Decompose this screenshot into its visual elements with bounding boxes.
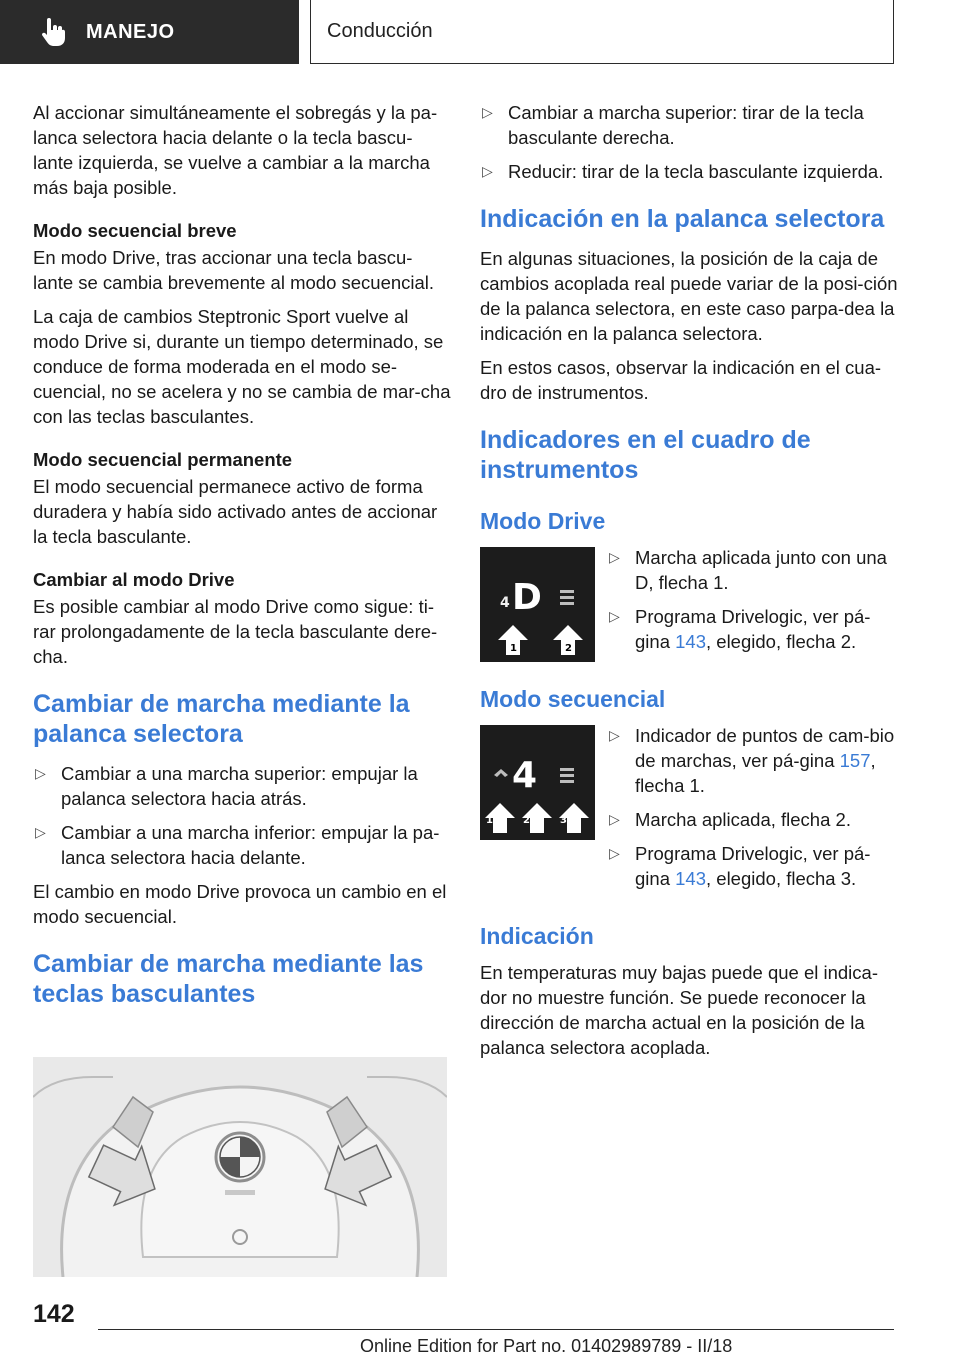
drive-mode-block [480,545,898,663]
svg-text:3: 3 [560,815,567,826]
triangle-bullet-icon: ▷ [35,824,46,840]
edition-note: Online Edition for Part no. 01402989789 - II/18 [360,1336,733,1356]
indication-heading: Indicación [480,923,594,949]
brief-sequential-heading: Modo secuencial breve [33,220,237,241]
list-item: ▷ Indicador de puntos de cam-bio de marchas, ver pá-gina 157, flecha 1. [609,725,895,796]
drivelogic-bars-icon [560,590,574,605]
triangle-bullet-icon: ▷ [609,811,620,827]
list-item: ▷ Cambiar a una marcha inferior: empujar la pa-lanca selectora hacia delante. [35,822,440,868]
selector-paragraph-1: En algunas situaciones, la posición de la caja de cambios acoplada real puede variar de la posi-ción de la palanca selectora, en este caso parpa-dea la indicación en la palanca selectora. [480,248,898,344]
triangle-bullet-icon: ▷ [482,163,493,179]
drivelogic-bars-icon [560,768,574,783]
brief-paragraph-2: La caja de cambios Steptronic Sport vuelve al modo Drive si, durante un tiempo determinado, se conduce de forma moderada en el modo se-cuencial, no se acelera y no se cambia de mar-cha con las teclas basculantes. [33,306,451,427]
drive-mode-heading: Modo Drive [480,508,606,534]
triangle-bullet-icon: ▷ [609,549,620,565]
list-item: ▷ Programa Drivelogic, ver pá-gina 143, elegido, flecha 2. [609,606,871,652]
lever-note: El cambio en modo Drive provoca un cambio en el modo secuencial. [33,881,447,927]
gear-letter: D [512,577,542,618]
permanent-sequential-heading: Modo secuencial permanente [33,449,293,470]
svg-text:2: 2 [523,815,530,826]
list-item: ▷ Cambiar a una marcha superior: empujar la palanca selectora hacia atrás. [35,763,418,809]
page-number: 142 [33,1300,75,1328]
permanent-paragraph: El modo secuencial permanece activo de forma duradera y había sido activado antes de accionar la tecla basculante. [33,476,438,547]
svg-text:1: 1 [510,643,517,654]
intro-paragraph: Al accionar simultáneamente el sobregás y la pa-lanca selectora hacia delante o la tecla bascu-lante izquierda, se vuelve a cambiar a la marcha más baja posible. [33,102,438,198]
steering-wheel-illustration [33,1057,447,1277]
list-item: ▷ Marcha aplicada junto con una D, flecha 1. [609,547,887,593]
lever-shift-heading: Cambiar de marcha mediante la palanca selectora [33,690,410,748]
brief-paragraph-1: En modo Drive, tras accionar una tecla bascu-lante se cambia brevemente al modo secuencial. [33,247,435,293]
section-tab[interactable] [0,0,299,64]
sequential-mode-block [480,723,898,900]
steering-wheel-drawing [33,1057,447,1277]
list-item: ▷ Cambiar a marcha superior: tirar de la tecla basculante derecha. [482,102,864,148]
chapter-title-box [310,0,894,64]
triangle-bullet-icon: ▷ [609,608,620,624]
triangle-bullet-icon: ▷ [35,765,46,781]
drive-mode-list [607,545,898,654]
sequential-mode-display-drawing [480,725,595,840]
list-item: ▷ Reducir: tirar de la tecla basculante izquierda. [482,161,884,182]
hand-pointer-icon [38,17,68,47]
drive-mode-switch-heading: Cambiar al modo Drive [33,569,235,590]
chapter-title: Conducción [327,20,433,42]
list-item: ▷ Programa Drivelogic, ver pá-gina 143, elegido, flecha 3. [609,843,871,889]
drive-mode-display-image [480,547,595,662]
section-tab-label: MANEJO [86,20,175,43]
page-link[interactable]: 157 [839,750,871,771]
list-item: ▷ Marcha aplicada, flecha 2. [609,809,851,830]
drive-mode-switch-paragraph: Es posible cambiar al modo Drive como sigue: ti-rar prolongadamente de la tecla basculante dere-cha. [33,596,438,667]
sequential-mode-list [607,723,898,891]
selector-paragraph-2: En estos casos, observar la indicación en el cua-dro de instrumentos. [480,357,882,403]
triangle-bullet-icon: ▷ [609,727,620,743]
triangle-bullet-icon: ▷ [609,845,620,861]
indication-paragraph: En temperaturas muy bajas puede que el indica-dor no muestre función. Se puede reconocer la dirección de marcha actual en la posición de la palanca selectora acoplada. [480,962,878,1058]
left-column [33,100,451,1021]
sequential-mode-heading: Modo secuencial [480,686,666,712]
small-gear-number: 4 [500,595,510,611]
drive-mode-display-drawing [480,547,595,662]
lever-shift-list [33,761,451,870]
sequential-mode-display-image [480,725,595,840]
svg-text:2: 2 [565,643,572,654]
paddle-shift-list [480,100,898,184]
right-column [480,100,898,1069]
svg-text:1: 1 [486,815,493,826]
page-link[interactable]: 143 [675,868,706,889]
footer-divider [98,1329,894,1330]
paddle-shift-heading: Cambiar de marcha mediante las teclas basculantes [33,950,424,1008]
triangle-bullet-icon: ▷ [482,104,493,120]
cluster-indicators-heading: Indicadores en el cuadro de instrumentos [480,426,811,484]
selector-indication-heading: Indicación en la palanca selectora [480,205,885,233]
page-link[interactable]: 143 [675,631,706,652]
gear-number: 4 [512,755,538,796]
